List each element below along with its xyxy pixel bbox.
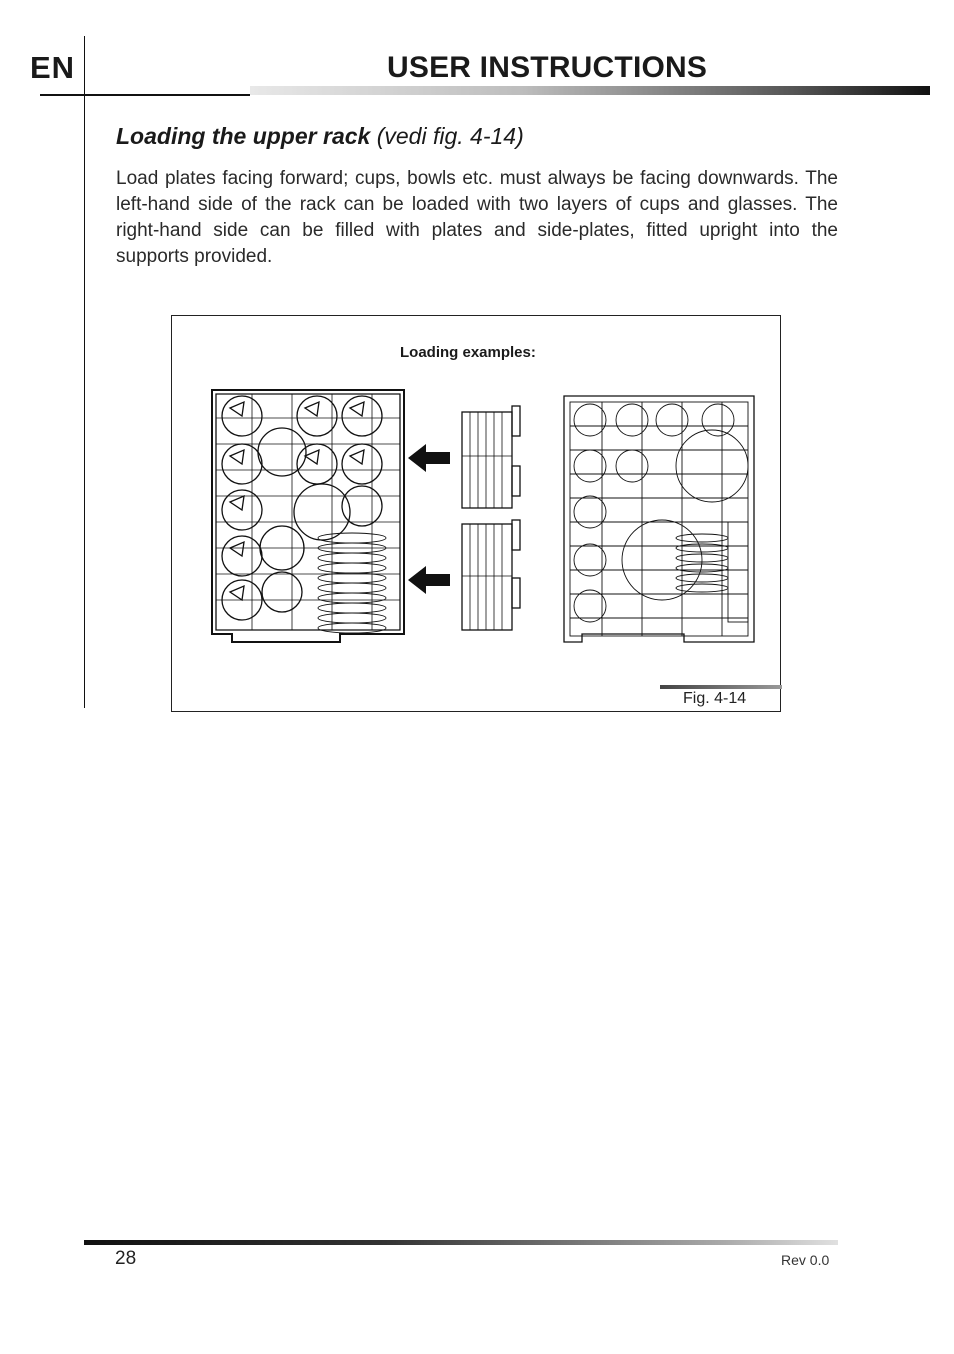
page-number: 28 [115, 1248, 137, 1269]
section-body: Load plates facing forward; cups, bowls etc. must always be facing downwards. The left-hand side of the rack can be loaded with two layers of cups and glasses. The right-hand side can be filled with plates and side-plates, fitted upright into the supports provided. [116, 168, 838, 267]
page-title: USER INSTRUCTIONS [387, 51, 708, 84]
figure-caption-bar [660, 685, 782, 689]
section-heading-reference: (vedi fig. 4-14) [370, 123, 524, 149]
side-supports-drawing [462, 406, 520, 630]
section-heading-bold: Loading the upper rack [116, 123, 371, 149]
left-margin-rule [84, 36, 85, 708]
right-rack-drawing [564, 396, 754, 642]
figure-box [171, 315, 781, 712]
footer-gradient-bar [84, 1240, 838, 1245]
rack-loading-illustration [172, 316, 782, 713]
left-rack-drawing [212, 390, 404, 642]
language-code: EN [30, 50, 76, 85]
revision-label: Rev 0.0 [781, 1252, 830, 1268]
arrow-icon [408, 444, 450, 594]
title-gradient-bar [250, 86, 930, 95]
language-underline [40, 94, 250, 96]
section-heading [116, 123, 524, 150]
figure-label: Loading examples: [400, 344, 536, 361]
figure-number: Fig. 4-14 [683, 690, 747, 707]
